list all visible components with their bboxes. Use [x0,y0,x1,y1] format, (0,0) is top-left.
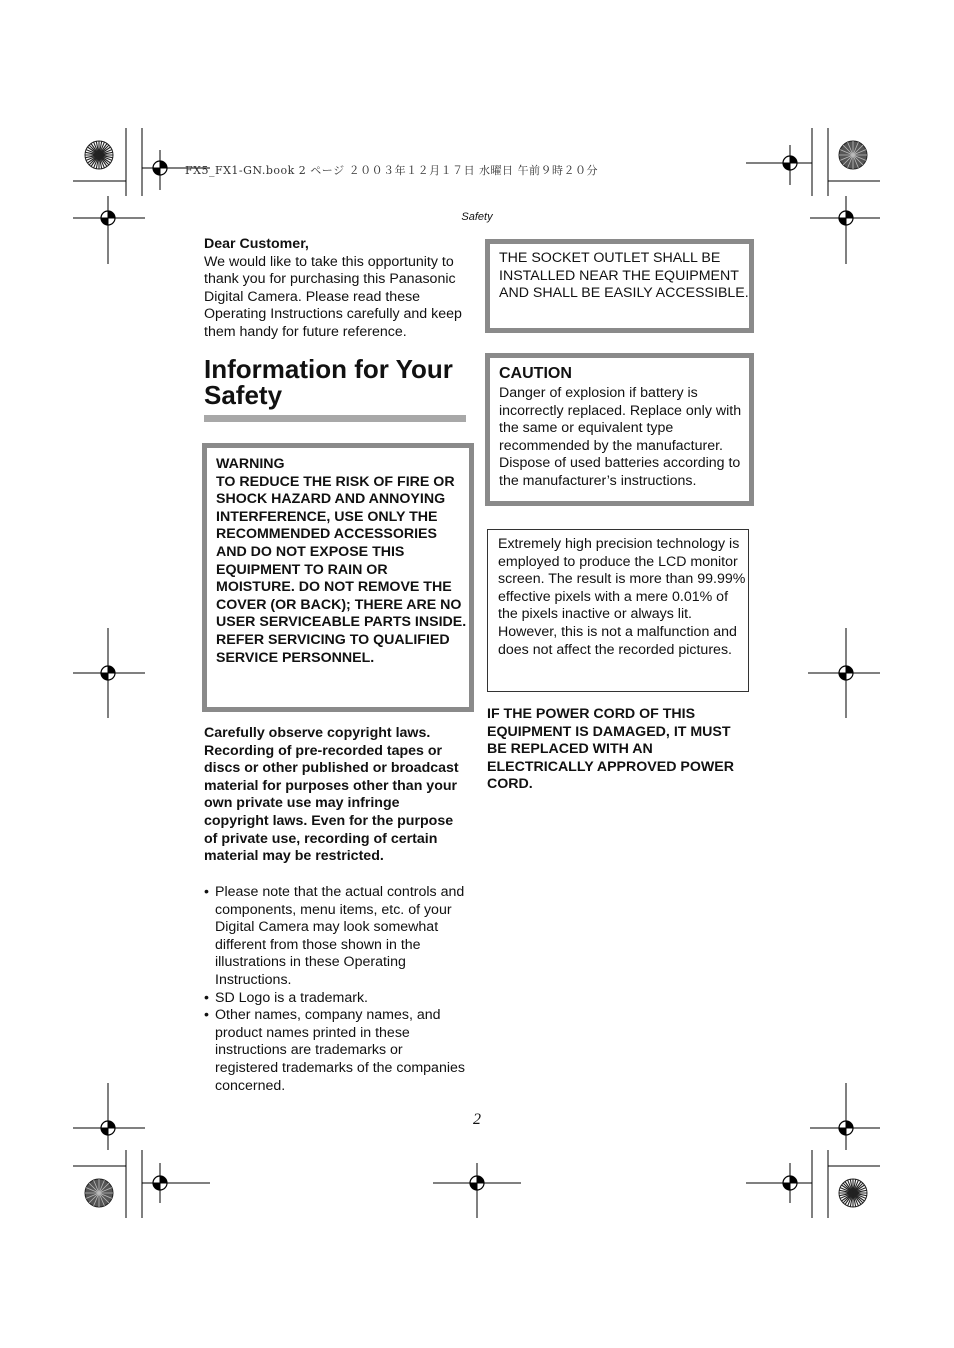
running-head: Safety [461,211,493,223]
socket-notice: THE SOCKET OUTLET SHALL BE INSTALLED NEAR THE EQUIPMENT AND SHALL BE EASILY ACCESSIBLE. [499,250,749,302]
warning-box [202,443,474,712]
caution-title: CAUTION [499,365,572,382]
note-text: SD Logo is a trademark. [215,989,368,1006]
bullet-icon: • [204,1007,209,1024]
power-cord-notice: IF THE POWER CORD OF THIS EQUIPMENT IS DAMAGED, IT MUST BE REPLACED WITH AN ELECTRICALLY APPROVED POWER CORD. [487,706,734,793]
greeting-title: Dear Customer, [204,236,309,252]
greeting-body: We would like to take this opportunity to thank you for purchasing this Panasonic Digital Camera. Please read these Operating Instructions carefully and keep them handy for future reference. [204,253,462,340]
heading-rule [204,415,466,422]
lcd-notice: Extremely high precision technology is employed to produce the LCD monitor screen. The result is more than 99.99% effective pixels with a mere 0.01% of the pixels inactive or always lit. However, this is not a malfunction and does not affect the recorded pictures. [498,536,746,658]
note-text: Other names, company names, and product names printed in these instructions are trademarks or registered trademarks of the companies concerned. [215,1007,465,1094]
copyright-notice: Carefully observe copyright laws. Recording of pre-recorded tapes or discs or other published or broadcast material for purposes other than your own private use may infringe copyright laws. Even for the purpose of private use, recording of certain material may be restricted. [204,725,459,865]
list-item [204,884,466,990]
greeting [204,236,469,342]
bullet-icon: • [204,989,209,1006]
caution-body: Danger of explosion if battery is incorrectly replaced. Replace only with the same or equivalent type recommended by the manufacturer. Dispose of used batteries according to the manufacturer’s instructions. [499,385,742,489]
caution-box [485,353,754,506]
note-text: Please note that the actual controls and components, menu items, etc. of your Digital Camera may look somewhat different from those shown in the illustrations in these Operating Instructions. [215,884,465,988]
notes-list [204,884,466,1095]
bullet-icon: • [204,884,209,900]
section-heading: Information for Your Safety [204,354,453,410]
list-item [204,990,466,1008]
lcd-notice-box [487,529,749,692]
page-number: 2 [473,1111,481,1128]
socket-outlet-box [485,239,754,333]
warning-body: TO REDUCE THE RISK OF FIRE OR SHOCK HAZARD AND ANNOYING INTERFERENCE, USE ONLY THE RECOMMENDED ACCESSORIES AND DO NOT EXPOSE THIS EQUIPMENT TO RAIN OR MOISTURE. DO NOT REMOVE THE COVER (OR BACK); THERE ARE NO USER SERVICEABLE PARTS INSIDE. REFER SERVICING TO QUALIFIED SERVICE PERSONNEL. [216,473,467,666]
list-item [204,1007,466,1095]
print-header: FX5_FX1-GN.book 2 ページ ２００３年１２月１７日 水曜日 午前９時２０分 [185,164,599,177]
warning-title: WARNING [216,456,285,472]
